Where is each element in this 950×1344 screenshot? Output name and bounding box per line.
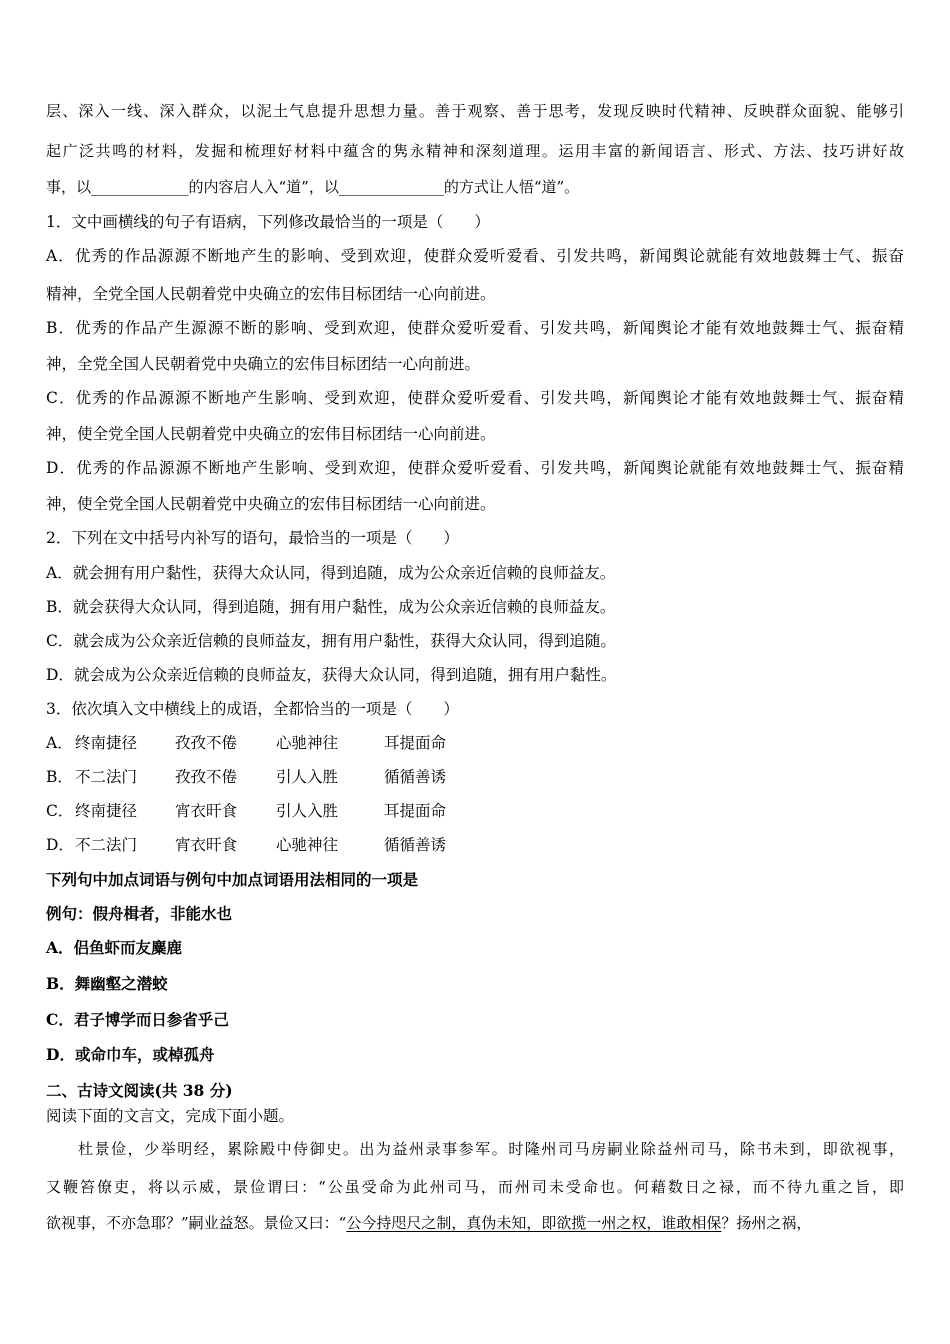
q3-option-a: [46, 731, 446, 753]
q2-stem: 2．下列在文中括号内补写的语句，最恰当的一项是（ ）: [46, 529, 459, 547]
q4-option-b: B．舞幽壑之潜蛟: [46, 974, 168, 993]
q3-idiom: 心驰神往: [276, 734, 339, 752]
q3-option-label: C．: [46, 802, 74, 820]
q3-option-b: [46, 765, 446, 787]
q3-idiom: 引人入胜: [276, 802, 339, 820]
q1-option-c-line1: C．优秀的作品源源不断地产生影响、受到欢迎，使群众爱听爱看、引发共鸣，新闻舆论才能有效地鼓舞士气、振奋精: [46, 389, 904, 407]
q2-option-a: A．就会拥有用户黏性，获得大众认同，得到追随，成为公众亲近信赖的良师益友。: [46, 564, 616, 582]
q1-option-a-line2: 精神，全党全国人民朝着党中央确立的宏伟目标团结一心向前进。: [46, 285, 496, 303]
section-instruction: 阅读下面的文言文，完成下面小题。: [46, 1107, 295, 1125]
passage-line-3: [46, 1212, 811, 1233]
intro-line-2: 起广泛共鸣的材料，发掘和梳理好材料中蕴含的隽永精神和深刻道理。运用丰富的新闻语言、形式、方法、技巧讲好故: [46, 142, 904, 160]
q3-idiom: 孜孜不倦: [175, 768, 238, 786]
q3-idiom: 循循善诱: [384, 768, 447, 786]
q3-idiom: 心驰神往: [276, 836, 339, 854]
q3-option-c: [46, 799, 446, 821]
q4-option-a: A．侣鱼虾而友麋鹿: [46, 938, 183, 957]
q3-stem: 3．依次填入文中横线上的成语，全都恰当的一项是（ ）: [46, 700, 459, 718]
q3-idiom: 宵衣旰食: [175, 802, 238, 820]
underlined-sentence: 公今持咫尺之制，真伪未知，即欲揽一州之权，谁敢相保: [346, 1214, 722, 1232]
q2-option-d: D．就会成为公众亲近信赖的良师益友，获得大众认同，得到追随，拥有用户黏性。: [46, 666, 617, 684]
q3-idiom: 宵衣旰食: [175, 836, 238, 854]
section-heading: 二、古诗文阅读(共 38 分): [46, 1081, 233, 1100]
q3-idiom: 不二法门: [75, 836, 138, 854]
q3-option-label: A．: [46, 734, 73, 752]
q1-option-b-line1: B．优秀的作品产生源源不断的影响、受到欢迎，使群众爱听爱看、引发共鸣，新闻舆论才能有效地鼓舞士气、振奋精: [46, 319, 904, 337]
q3-idiom: 终南捷径: [75, 802, 138, 820]
q4-example: 例句：假舟楫者，非能水也: [46, 904, 233, 923]
intro-line-3: 事，以_____________的内容启人入“道”，以______________的方式让人悟“道”。: [46, 178, 580, 196]
q1-option-d-line2: 神，使全党全国人民朝着党中央确立的宏伟目标团结一心向前进。: [46, 495, 496, 513]
q3-idiom: 孜孜不倦: [175, 734, 238, 752]
q1-option-a-line1: A．优秀的作品源源不断地产生的影响、受到欢迎，使群众爱听爱看、引发共鸣，新闻舆论就能有效地鼓舞士气、振奋: [46, 247, 904, 265]
passage-text: ？扬州之祸，: [721, 1214, 812, 1232]
q3-idiom: 耳提面命: [384, 802, 447, 820]
q1-option-c-line2: 神，使全党全国人民朝着党中央确立的宏伟目标团结一心向前进。: [46, 425, 496, 443]
q3-idiom: 终南捷径: [75, 734, 138, 752]
q3-option-label: B．: [46, 768, 73, 786]
q1-option-b-line2: 神，全党全国人民朝着党中央确立的宏伟目标团结一心向前进。: [46, 355, 481, 373]
q3-idiom: 引人入胜: [276, 768, 339, 786]
intro-line-1: 层、深入一线、深入群众，以泥土气息提升思想力量。善于观察、善于思考，发现反映时代精神、反映群众面貌、能够引: [46, 102, 904, 120]
q3-idiom: 循循善诱: [384, 836, 447, 854]
passage-text: 欲视事，不亦急耶？”嗣业益怒。景俭又曰：“: [46, 1214, 347, 1232]
q3-idiom: 耳提面命: [384, 734, 447, 752]
q3-option-label: D．: [46, 836, 74, 854]
q1-option-d-line1: D．优秀的作品源源不断地产生影响、受到欢迎，使群众爱听爱看、引发共鸣，新闻舆论就能有效地鼓舞士气、振奋精: [46, 459, 904, 477]
q4-stem: 下列句中加点词语与例句中加点词语用法相同的一项是: [46, 870, 419, 889]
passage-line-2: 又鞭笞僚吏，将以示威，景俭谓曰：“公虽受命为此州司马，而州司未受命也。何藉数日之禄，而不待九重之旨，即: [46, 1178, 904, 1196]
q2-option-c: C．就会成为公众亲近信赖的良师益友，拥有用户黏性，获得大众认同，得到追随。: [46, 632, 616, 650]
q3-option-d: [46, 833, 446, 855]
passage-line-1: 杜景俭，少举明经，累除殿中侍御史。出为益州录事参军。时隆州司马房嗣业除益州司马，除书未到，即欲视事，: [78, 1140, 904, 1158]
q4-option-d: D．或命巾车，或棹孤舟: [46, 1045, 215, 1064]
q4-option-c: C．君子博学而日参省乎己: [46, 1010, 229, 1029]
q3-idiom: 不二法门: [75, 768, 138, 786]
q1-stem: 1．文中画横线的句子有语病，下列修改最恰当的一项是（ ）: [46, 213, 490, 231]
q2-option-b: B．就会获得大众认同，得到追随，拥有用户黏性，成为公众亲近信赖的良师益友。: [46, 598, 616, 616]
